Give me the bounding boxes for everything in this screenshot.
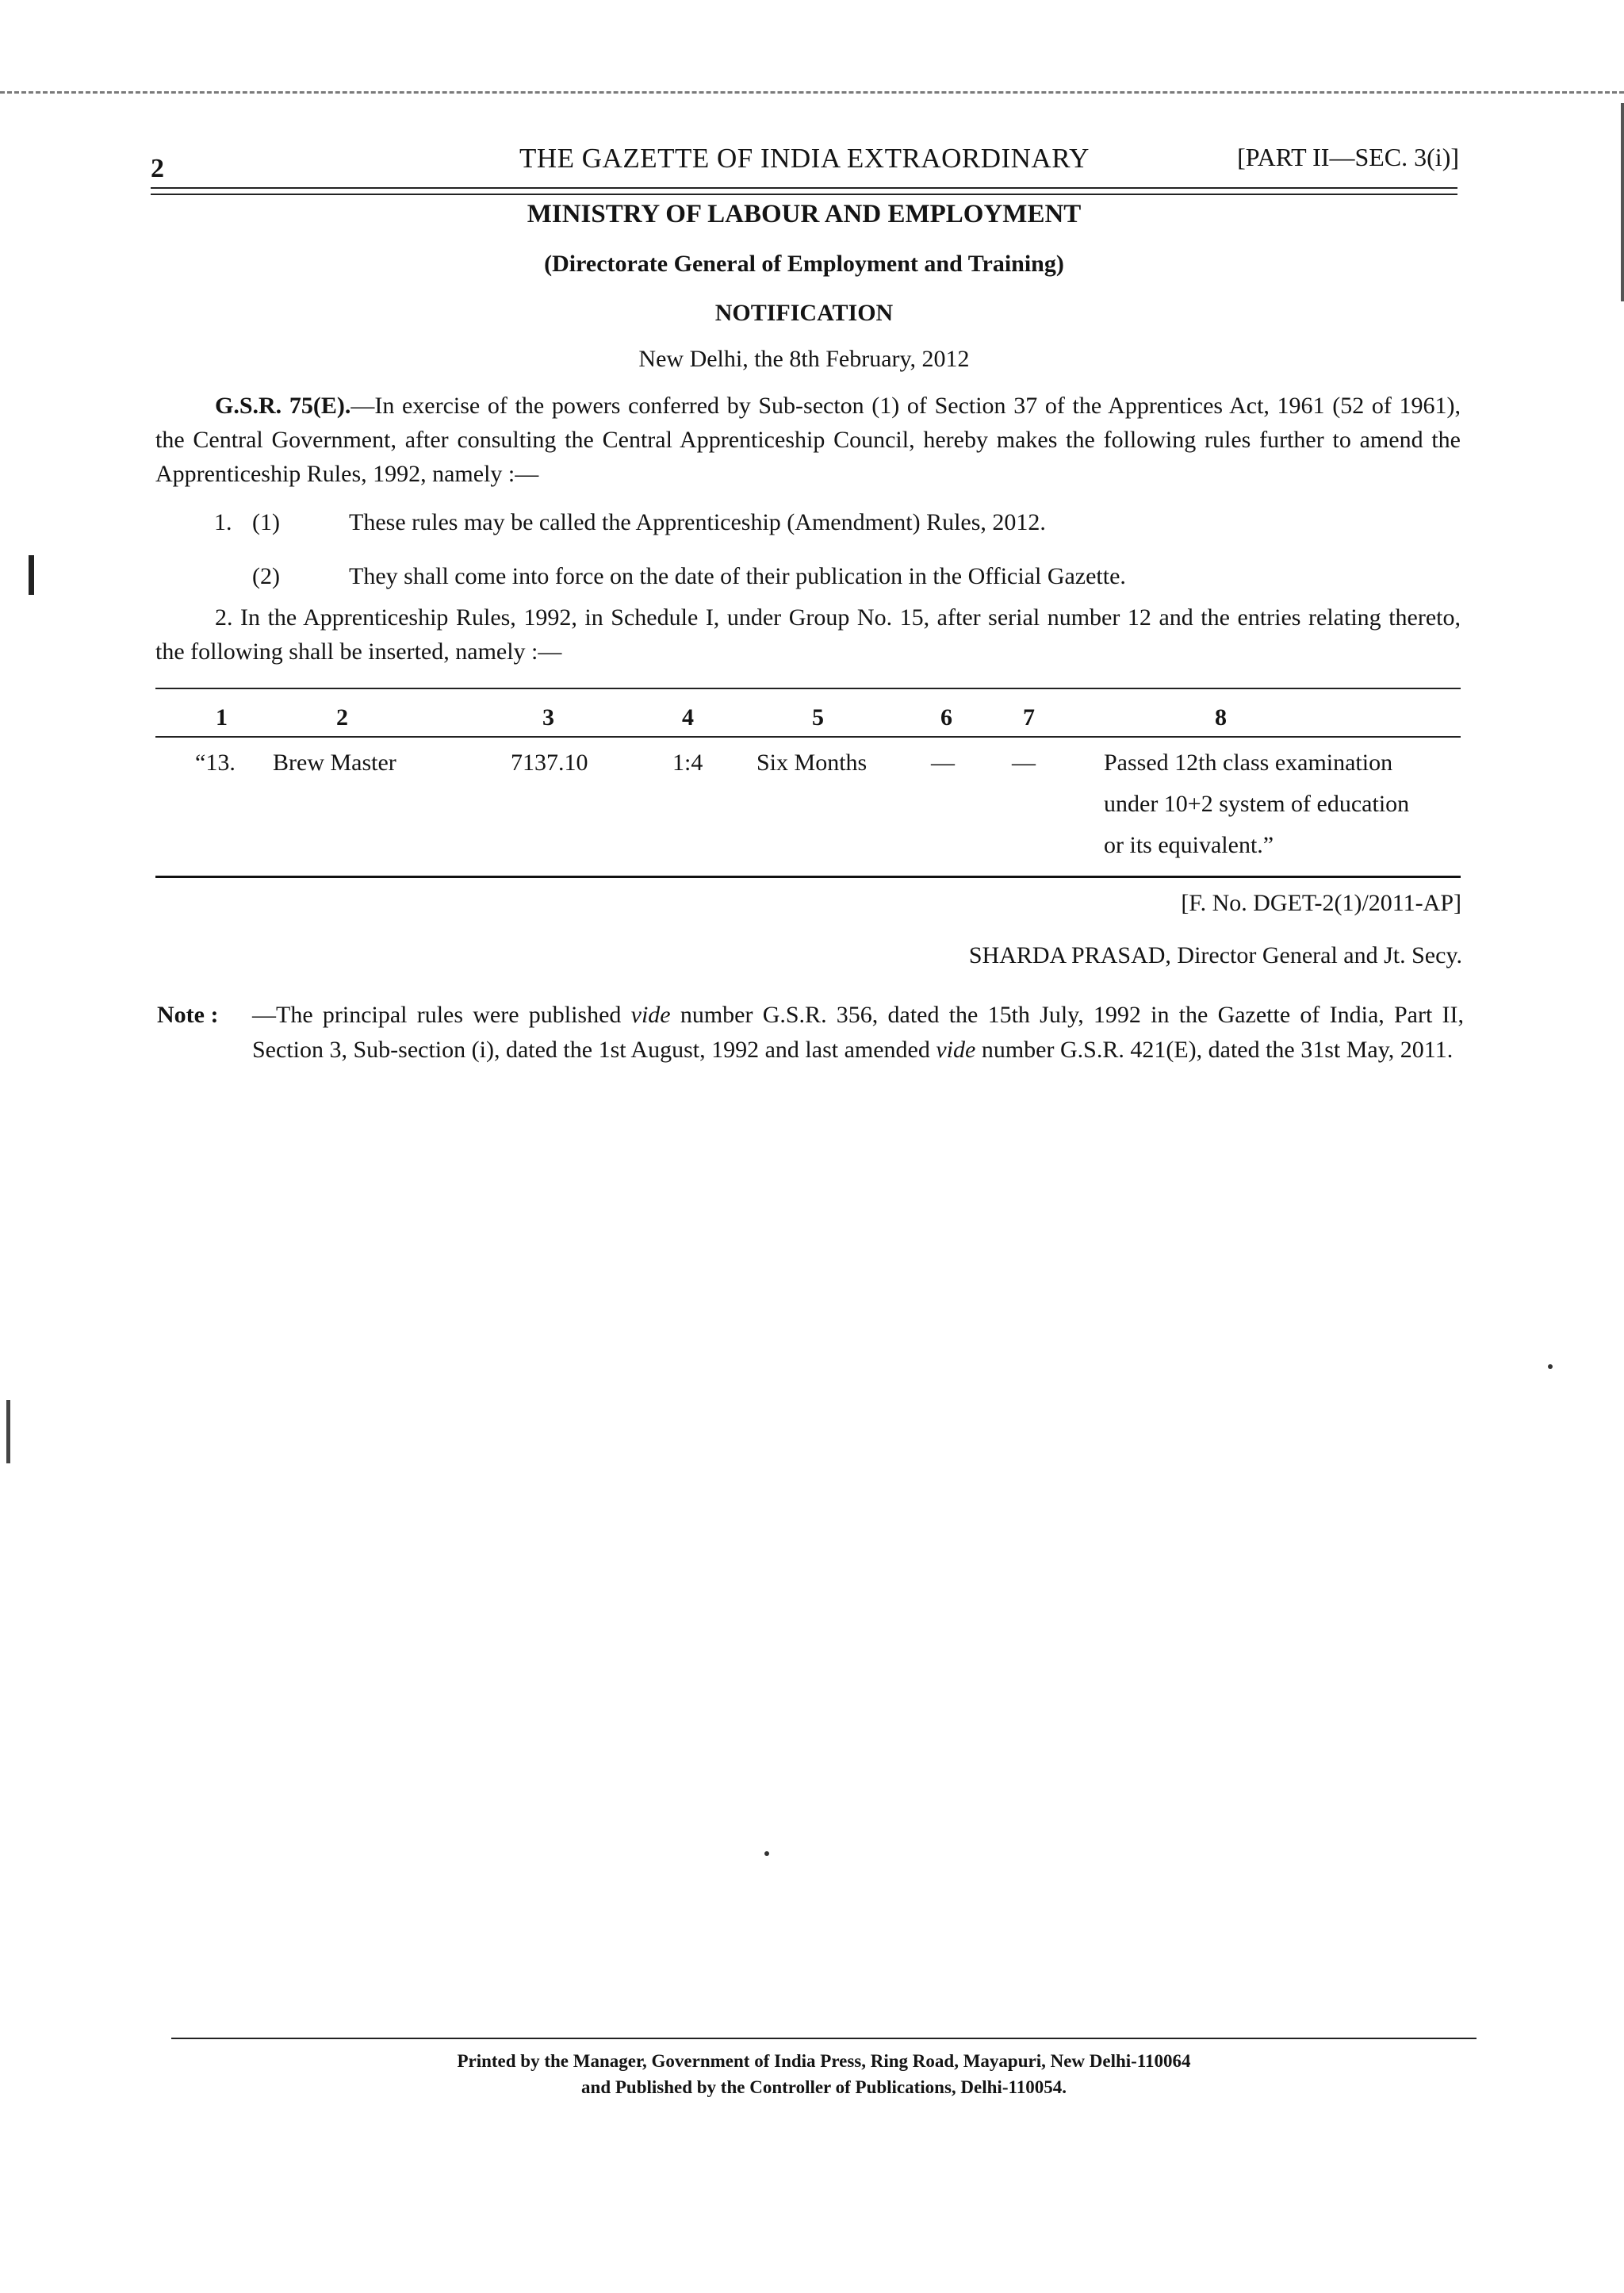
rule-1-1-text: These rules may be called the Apprenticeship (Amendment) Rules, 2012. [349, 509, 1046, 535]
note-block [157, 998, 1464, 1068]
footer-rule [171, 2038, 1477, 2039]
scan-artifact-margin-mark [29, 555, 34, 595]
ministry-heading: MINISTRY OF LABOUR AND EMPLOYMENT [527, 200, 1082, 228]
table-cell-serial: “13. [195, 750, 236, 776]
scan-artifact-top-line [0, 91, 1624, 94]
scan-speck [1548, 1364, 1553, 1369]
table-cell-code: 7137.10 [511, 750, 588, 776]
table-header-col-4: 4 [682, 704, 694, 730]
gazette-header [151, 143, 1459, 182]
rule-2-paragraph: 2. In the Apprenticeship Rules, 1992, in Schedule I, under Group No. 15, after serial number 12 and the entries relating thereto, the following shall be inserted, namely :— [155, 604, 1461, 665]
table-cell-col6: — [931, 750, 955, 776]
rule-1-sub-2: (2) [252, 563, 280, 589]
qualification-line: under 10+2 system of education [1104, 791, 1410, 817]
table-header-col-3: 3 [542, 704, 554, 730]
table-header-col-6: 6 [940, 704, 952, 730]
scan-speck [764, 1851, 769, 1856]
imprint-line-1: Printed by the Manager, Government of India Press, Ring Road, Mayapuri, New Delhi-110064 [457, 2051, 1191, 2071]
file-reference: [F. No. DGET-2(1)/2011-AP] [1181, 890, 1461, 916]
preamble-paragraph [155, 389, 1461, 491]
printer-imprint [171, 2048, 1477, 2100]
table-header-col-1: 1 [216, 704, 228, 730]
table-header-col-2: 2 [336, 704, 348, 730]
preamble-text: —In exercise of the powers conferred by Sub-secton (1) of Section 37 of the Apprentices Act, 1961 (52 of 1961), the Central Government, after consulting the Central Apprenticeship Council, hereby makes the following rules further to amend the Apprenticeship Rules, 1992, namely :— [155, 393, 1461, 487]
note-text [252, 998, 1464, 1068]
page-number: 2 [151, 154, 164, 183]
table-cell-trade: Brew Master [273, 750, 396, 776]
note-label: Note : [157, 1002, 219, 1028]
note-text-part: number G.S.R. 421(E), dated the 31st May, 2011. [975, 1037, 1454, 1063]
table-bottom-rule [155, 876, 1461, 878]
table-cell-duration: Six Months [756, 750, 868, 776]
note-text-part: —The principal rules were published [252, 1002, 631, 1028]
imprint-line-2: and Published by the Controller of Publications, Delhi-110054. [581, 2077, 1067, 2097]
header-divider [151, 187, 1457, 195]
note-vide: vide [936, 1037, 976, 1063]
gsr-reference: G.S.R. 75(E). [215, 393, 351, 419]
qualification-line: or its equivalent.” [1104, 832, 1274, 858]
table-cell-qualification [1104, 742, 1469, 866]
part-reference: [PART II—SEC. 3(i)] [1237, 143, 1459, 171]
table-top-rule [155, 688, 1461, 689]
note-vide: vide [630, 1002, 671, 1028]
rule-1-number: 1. [214, 509, 232, 535]
qualification-line: Passed 12th class examination [1104, 750, 1393, 776]
table-header-col-8: 8 [1215, 704, 1227, 730]
table-cell-col7: — [1012, 750, 1036, 776]
gazette-title: THE GAZETTE OF INDIA EXTRAORDINARY [519, 143, 1090, 174]
dateline: New Delhi, the 8th February, 2012 [638, 346, 970, 372]
scan-artifact-margin-mark-lower [6, 1400, 10, 1463]
rule-1-sub-1: (1) [252, 509, 280, 535]
notification-title: NOTIFICATION [714, 300, 894, 326]
signatory: SHARDA PRASAD, Director General and Jt. Secy. [968, 942, 1462, 968]
table-header-rule [155, 736, 1461, 738]
table-header-col-7: 7 [1023, 704, 1035, 730]
rule-1-2-text: They shall come into force on the date of their publication in the Official Gazette. [349, 563, 1126, 589]
table-cell-ratio: 1:4 [672, 750, 703, 776]
note-text-part: number G.S.R. 356, dated the 15th July, 1992 in the Gazette of India, Part II, Section 3, Sub-section (i), dated the 1st August, 1992 and last amended [252, 1002, 1465, 1063]
scan-artifact-right-edge [1621, 103, 1624, 301]
directorate-heading: (Directorate General of Employment and Training) [544, 251, 1064, 277]
table-header-col-5: 5 [812, 704, 824, 730]
